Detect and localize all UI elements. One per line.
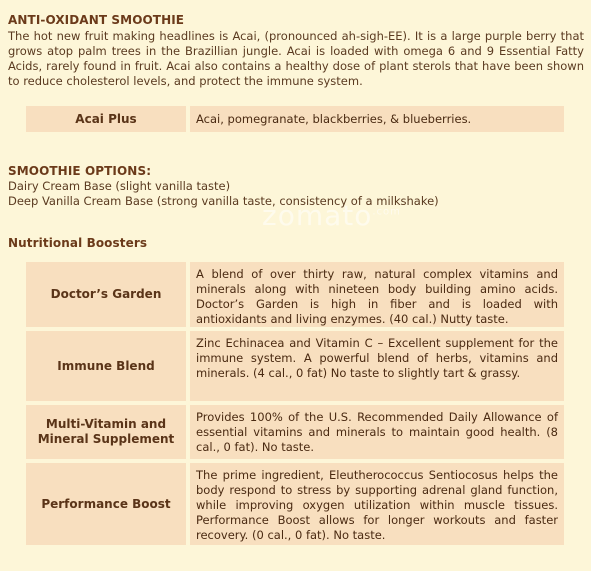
booster-name: Performance Boost <box>26 463 186 545</box>
watermark-text: zomato <box>262 199 373 232</box>
boosters-table <box>26 262 564 549</box>
smoothie-option-dairy: Dairy Cream Base (slight vanilla taste) <box>8 179 231 193</box>
smoothie-options-list <box>8 179 439 209</box>
smoothie-options-title: SMOOTHIE OPTIONS: <box>8 164 152 178</box>
booster-row-multivitamin <box>26 405 564 459</box>
smoothie-option-vanilla: Deep Vanilla Cream Base (strong vanilla taste, consistency of a milkshake) <box>8 194 439 208</box>
antioxidant-title: ANTI-OXIDANT SMOOTHIE <box>8 13 185 27</box>
booster-description: The prime ingredient, Eleutherococcus Sentiocosus helps the body respond to stress by supporting adrenal gland function, while improving oxygen utilization within muscle tissues. Performance Boost allows for longer workouts and faster recovery. (0 cal., 0 fat). No taste. <box>190 463 564 545</box>
booster-description: A blend of over thirty raw, natural complex vitamins and minerals along with nineteen body building amino acids. Doctor’s Garden is high in fiber and is loaded with antioxidants and living enzymes. (40 cal.) Nutty taste. <box>190 262 564 327</box>
booster-row-immune-blend <box>26 331 564 401</box>
booster-name: Doctor’s Garden <box>26 262 186 327</box>
boosters-title: Nutritional Boosters <box>8 236 148 250</box>
booster-name: Immune Blend <box>26 331 186 401</box>
antioxidant-description: The hot new fruit making headlines is Acai, (pronounced ah-sigh-EE). It is a large purple berry that grows atop palm trees in the Brazillian jungle. Acai is loaded with omega 6 and 9 Essential Fatty Acids, rarely found in fruit. Acai also contains a healthy dose of plant sterols that have been shown to reduce cholesterol levels, and protect the immune system. <box>8 29 584 88</box>
acai-plus-row <box>26 106 564 132</box>
acai-plus-name: Acai Plus <box>26 106 186 132</box>
booster-row-performance-boost <box>26 463 564 545</box>
acai-plus-ingredients: Acai, pomegranate, blackberries, & blueberries. <box>190 106 564 132</box>
booster-description: Zinc Echinacea and Vitamin C – Excellent supplement for the immune system. A powerful blend of herbs, vitamins and minerals. (4 cal., 0 fat) No taste to slightly tart & grassy. <box>190 331 564 401</box>
booster-row-doctors-garden <box>26 262 564 327</box>
booster-description: Provides 100% of the U.S. Recommended Daily Allowance of essential vitamins and minerals to maintain good health. (8 cal., 0 fat). No taste. <box>190 405 564 459</box>
watermark-tld: .com <box>372 206 401 218</box>
booster-name: Multi-Vitamin and Mineral Supplement <box>26 405 186 459</box>
